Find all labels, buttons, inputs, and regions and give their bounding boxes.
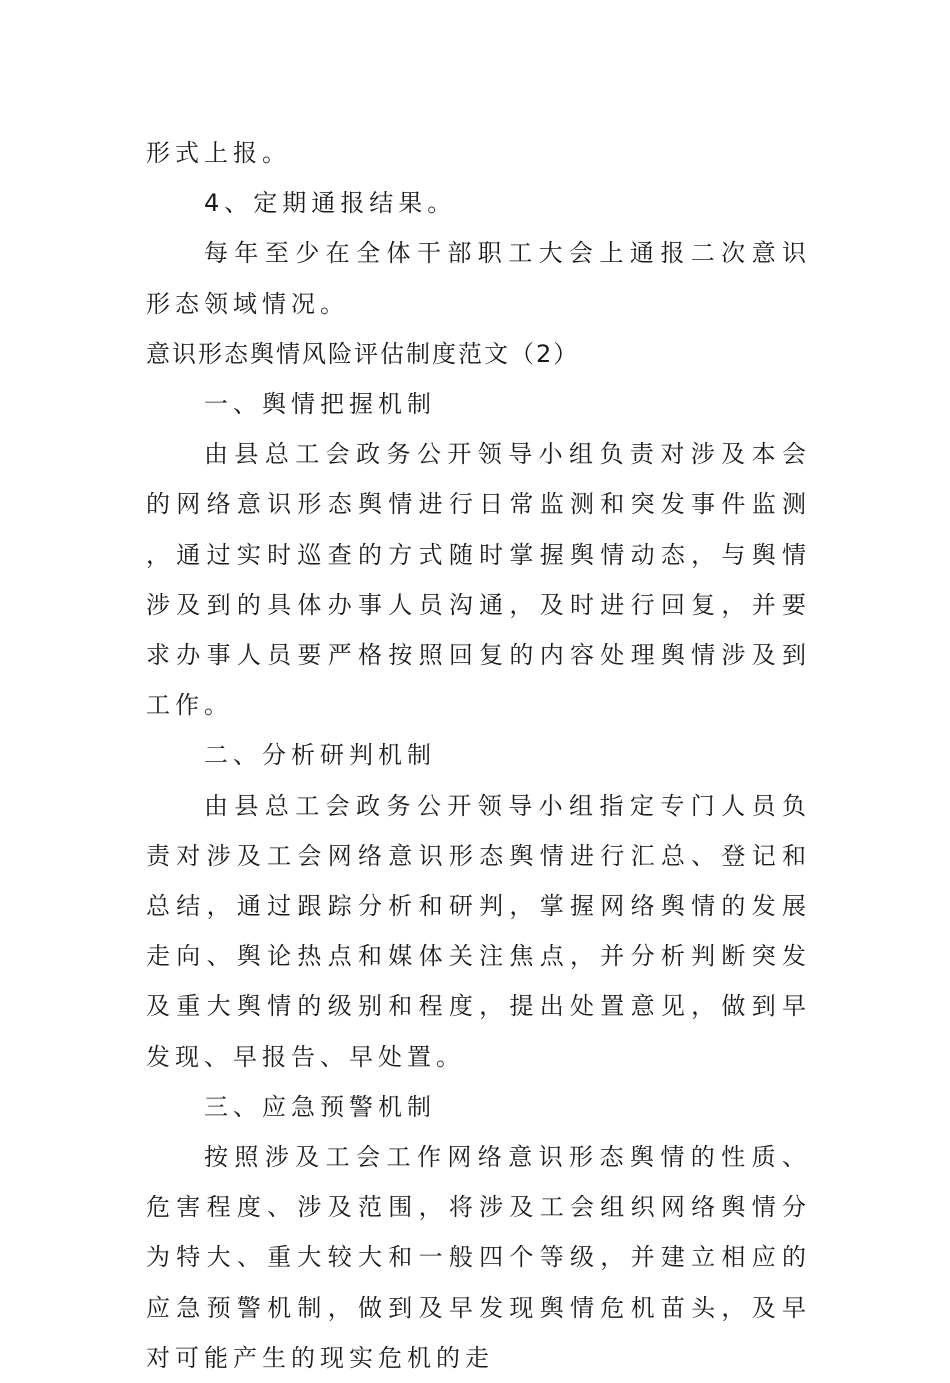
paragraph-report-frequency: 每年至少在全体干部职工大会上通报二次意识形态领域情况。	[146, 239, 811, 318]
section-title: 意识形态舆情风险评估制度范文（2）	[146, 339, 580, 368]
document-body	[146, 128, 811, 1383]
heading-opinion-grasp-mechanism: 一、舆情把握机制	[204, 390, 436, 419]
heading-emergency-warning-mechanism: 三、应急预警机制	[204, 1092, 436, 1121]
paragraph-analysis: 由县总工会政务公开领导小组指定专门人员负责对涉及工会网络意识形态舆情进行汇总、登记和总结，通过跟踪分析和研判，掌握网络舆情的发展走向、舆论热点和媒体关注焦点，并分析判断突发及重大舆情的级别和程度，提出处置意见，做到早发现、早报告、早处置。	[146, 791, 811, 1071]
paragraph-continuation: 形式上报。	[146, 139, 291, 167]
item-heading-4: 4、定期通报结果。	[204, 189, 457, 218]
paragraph-emergency-warning: 按照涉及工会工作网络意识形态舆情的性质、危害程度、涉及范围，将涉及工会组织网络舆情分为特大、重大较大和一般四个等级，并建立相应的应急预警机制，做到及早发现舆情危机苗头，及早对可能产生的现实危机的走	[146, 1143, 811, 1372]
heading-analysis-mechanism: 二、分析研判机制	[204, 741, 436, 770]
paragraph-opinion-grasp: 由县总工会政务公开领导小组负责对涉及本会的网络意识形态舆情进行日常监测和突发事件监测，通过实时巡查的方式随时掌握舆情动态，与舆情涉及到的具体办事人员沟通，及时进行回复，并要求办事人员要严格按照回复的内容处理舆情涉及到工作。	[146, 440, 811, 720]
